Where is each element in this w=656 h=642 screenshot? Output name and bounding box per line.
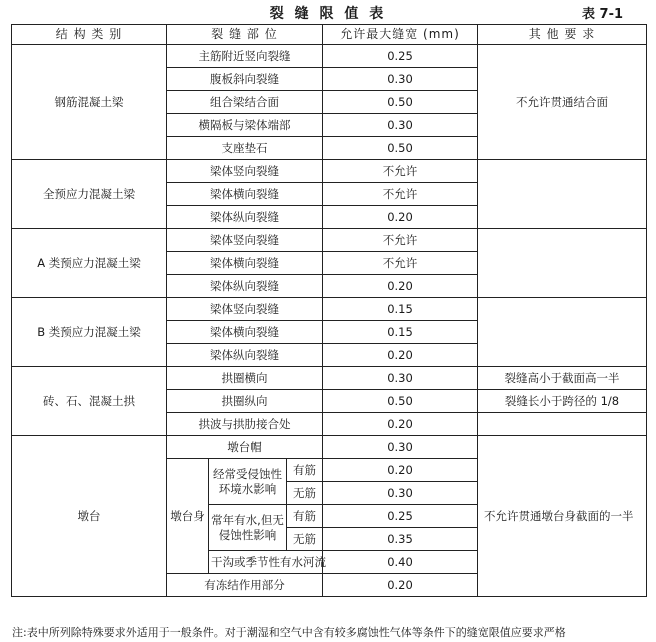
width-value-cell: 0.30	[323, 482, 478, 505]
other-requirement-cell	[478, 413, 647, 436]
crack-location-cell: 主筋附近竖向裂缝	[167, 45, 323, 68]
width-value-cell: 不允许	[323, 229, 478, 252]
other-requirement-cell: 不允许贯通墩台身截面的一半	[478, 436, 647, 597]
structure-type-cell: 钢筋混凝土梁	[12, 45, 167, 160]
rebar-cell: 无筋	[287, 528, 323, 551]
structure-type-cell: 砖、石、混凝土拱	[12, 367, 167, 436]
width-value-cell: 不允许	[323, 252, 478, 275]
table-row	[12, 45, 647, 68]
width-value-cell: 0.20	[323, 459, 478, 482]
crack-location-cell: 墩台帽	[167, 436, 323, 459]
width-value-cell: 0.30	[323, 367, 478, 390]
width-value-cell: 0.30	[323, 436, 478, 459]
rebar-cell: 有筋	[287, 459, 323, 482]
width-value-cell: 0.30	[323, 114, 478, 137]
width-value-cell: 0.35	[323, 528, 478, 551]
other-requirement-cell: 不允许贯通结合面	[478, 45, 647, 160]
pier-body-label: 墩台身	[167, 459, 209, 574]
other-requirement-cell: 裂缝长小于跨径的 1/8	[478, 390, 647, 413]
width-value-cell: 0.20	[323, 413, 478, 436]
crack-location-cell: 腹板斜向裂缝	[167, 68, 323, 91]
width-value-cell: 0.15	[323, 321, 478, 344]
width-value-cell: 不允许	[323, 160, 478, 183]
table-row	[12, 160, 647, 183]
width-value-cell: 不允许	[323, 183, 478, 206]
width-value-cell: 0.50	[323, 137, 478, 160]
width-value-cell: 0.50	[323, 390, 478, 413]
table-title: 裂 缝 限 值 表	[269, 6, 387, 22]
structure-type-cell: 墩台	[12, 436, 167, 597]
crack-location-cell: 梁体竖向裂缝	[167, 229, 323, 252]
width-value-cell: 0.40	[323, 551, 478, 574]
crack-location-cell: 梁体竖向裂缝	[167, 298, 323, 321]
header-structure-type: 结 构 类 别	[12, 25, 167, 45]
crack-location-cell: 拱波与拱肋接合处	[167, 413, 323, 436]
crack-location-cell: 梁体纵向裂缝	[167, 275, 323, 298]
crack-location-cell: 拱圈横向	[167, 367, 323, 390]
width-value-cell: 0.25	[323, 45, 478, 68]
header-max-width: 允许最大缝宽 (mm)	[323, 25, 478, 45]
other-requirement-cell	[478, 298, 647, 367]
header-crack-location: 裂 缝 部 位	[167, 25, 323, 45]
other-requirement-cell	[478, 229, 647, 298]
crack-location-cell: 梁体横向裂缝	[167, 183, 323, 206]
width-value-cell: 0.20	[323, 206, 478, 229]
crack-location-cell: 梁体纵向裂缝	[167, 206, 323, 229]
crack-location-cell: 梁体横向裂缝	[167, 321, 323, 344]
crack-location-cell: 梁体竖向裂缝	[167, 160, 323, 183]
crack-location-cell: 拱圈纵向	[167, 390, 323, 413]
table-row	[12, 367, 647, 390]
header-other-requirements: 其 他 要 求	[478, 25, 647, 45]
rebar-cell: 有筋	[287, 505, 323, 528]
width-value-cell: 0.15	[323, 298, 478, 321]
width-value-cell: 0.20	[323, 574, 478, 597]
width-value-cell: 0.25	[323, 505, 478, 528]
width-value-cell: 0.20	[323, 275, 478, 298]
table-row	[12, 298, 647, 321]
crack-limit-table	[11, 24, 647, 597]
width-value-cell: 0.20	[323, 344, 478, 367]
table-note: 注:表中所列除特殊要求外适用于一般条件。对于潮湿和空气中含有较多腐蚀性气体等条件下的缝宽限值应要求严格	[12, 626, 566, 639]
table-number: 表 7-1	[582, 7, 624, 22]
width-value-cell: 0.30	[323, 68, 478, 91]
condition-cell: 常年有水,但无侵蚀性影响	[209, 505, 287, 551]
width-value-cell: 0.50	[323, 91, 478, 114]
header-row	[12, 25, 647, 45]
condition-cell: 干沟或季节性有水河流	[209, 551, 323, 574]
crack-location-cell: 有冻结作用部分	[167, 574, 323, 597]
crack-location-cell: 横隔板与梁体端部	[167, 114, 323, 137]
structure-type-cell: 全预应力混凝土梁	[12, 160, 167, 229]
crack-location-cell: 组合梁结合面	[167, 91, 323, 114]
condition-cell: 经常受侵蚀性环境水影响	[209, 459, 287, 505]
crack-location-cell: 支座垫石	[167, 137, 323, 160]
table-row	[12, 229, 647, 252]
structure-type-cell: A 类预应力混凝土梁	[12, 229, 167, 298]
rebar-cell: 无筋	[287, 482, 323, 505]
crack-location-cell: 梁体纵向裂缝	[167, 344, 323, 367]
table-row	[12, 436, 647, 459]
other-requirement-cell: 裂缝高小于截面高一半	[478, 367, 647, 390]
crack-location-cell: 梁体横向裂缝	[167, 252, 323, 275]
other-requirement-cell	[478, 160, 647, 229]
structure-type-cell: B 类预应力混凝土梁	[12, 298, 167, 367]
